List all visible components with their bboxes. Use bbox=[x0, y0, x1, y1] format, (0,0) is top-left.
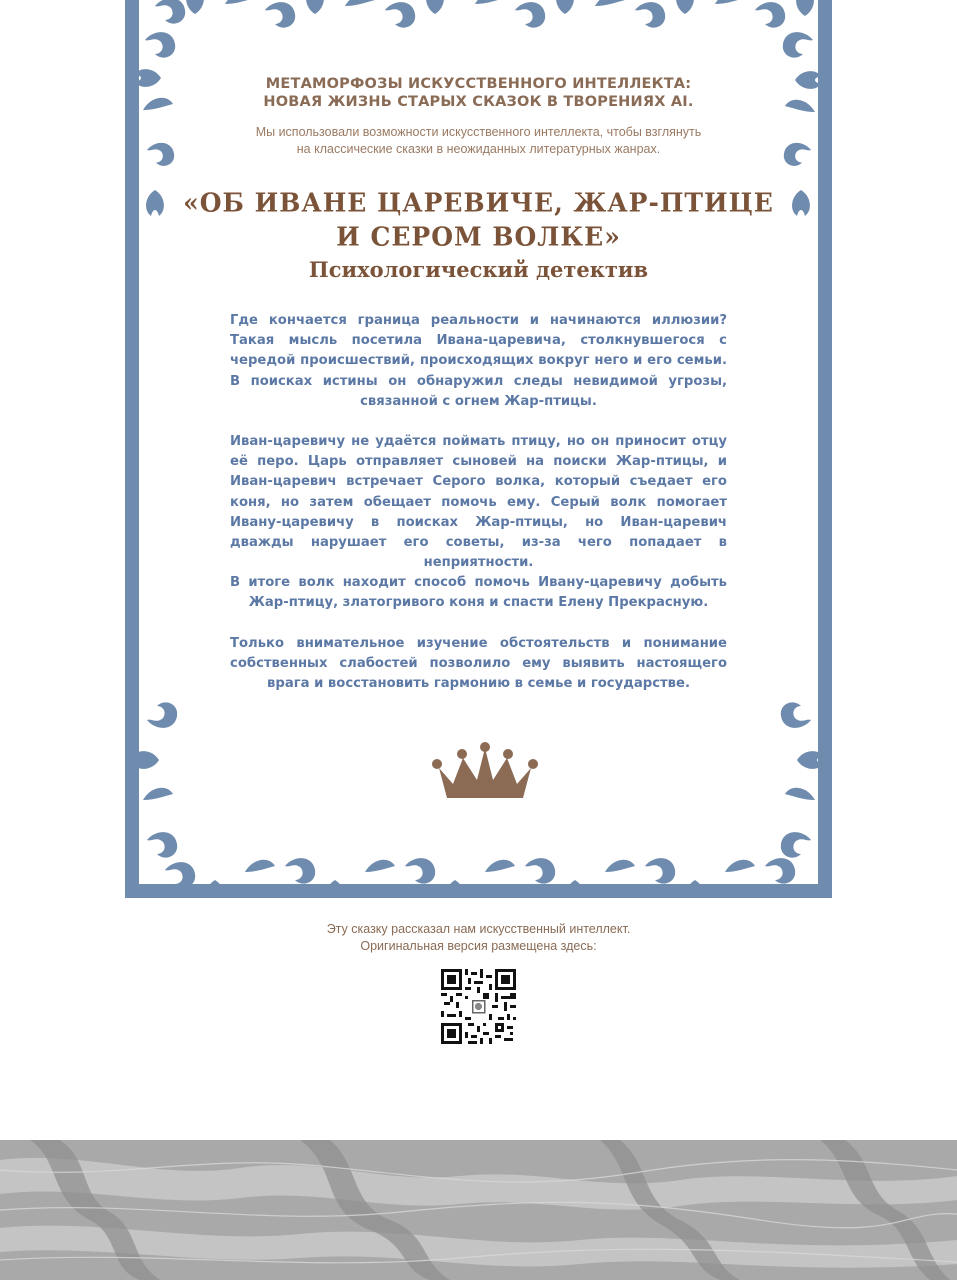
story-paragraph-3: В итоге волк находит способ помочь Ивану-царевичу добыть Жар-птицу, златогривого коня и спасти Елену Прекрасную. bbox=[230, 575, 727, 611]
qr-code[interactable] bbox=[441, 969, 516, 1044]
footer-line1: Эту сказку рассказал нам искусственный интеллект. bbox=[326, 922, 631, 936]
marble-texture-band bbox=[0, 1140, 957, 1280]
series-subtitle-line1: Мы использовали возможности искусственного интеллекта, чтобы взглянуть bbox=[255, 125, 702, 139]
story-genre: Психологический детектив bbox=[308, 257, 649, 282]
footer-line2: Оригинальная версия размещена здесь: bbox=[360, 939, 597, 953]
series-title-line2: НОВАЯ ЖИЗНЬ СТАРЫХ СКАЗОК В ТВОРЕНИЯХ AI. bbox=[263, 94, 694, 110]
story-title-line2: И СЕРОМ ВОЛКЕ» bbox=[336, 221, 621, 252]
crown-icon bbox=[429, 742, 541, 802]
story-paragraph-4: Только внимательное изучение обстоятельств и понимание собственных слабостей позволило ему выявить настоящего врага и восстановить гармонию в семье и государстве. bbox=[230, 636, 727, 692]
story-paragraph-1: Где кончается граница реальности и начинаются иллюзии? Такая мысль посетила Ивана-царевича, столкнувшегося с чередой происшествий, происходящих вокруг него и его семьи. В поисках истины он обнаружил следы невидимой угрозы, связанной с огнем Жар-птицы. bbox=[230, 313, 727, 409]
series-title-line1: МЕТАМОРФОЗЫ ИСКУССТВЕННОГО ИНТЕЛЛЕКТА: bbox=[265, 76, 692, 92]
story-paragraph-2: Иван-царевичу не удаётся поймать птицу, но он приносит отцу её перо. Царь отправляет сыновей на поиски Жар-птицы, и Иван-царевич встречает Серого волка, который съедает его коня, но затем обещает помочь ему. Серый волк помогает Ивану-царевичу в поисках Жар-птицы, но Иван-царевич дважды нарушает его советы, из-за чего попадает в неприятности. bbox=[230, 434, 727, 571]
series-subtitle-line2: на классические сказки в неожиданных литературных жанрах. bbox=[296, 142, 661, 156]
story-title-line1: «ОБ ИВАНЕ ЦАРЕВИЧЕ, ЖАР-ПТИЦЕ bbox=[183, 187, 774, 218]
